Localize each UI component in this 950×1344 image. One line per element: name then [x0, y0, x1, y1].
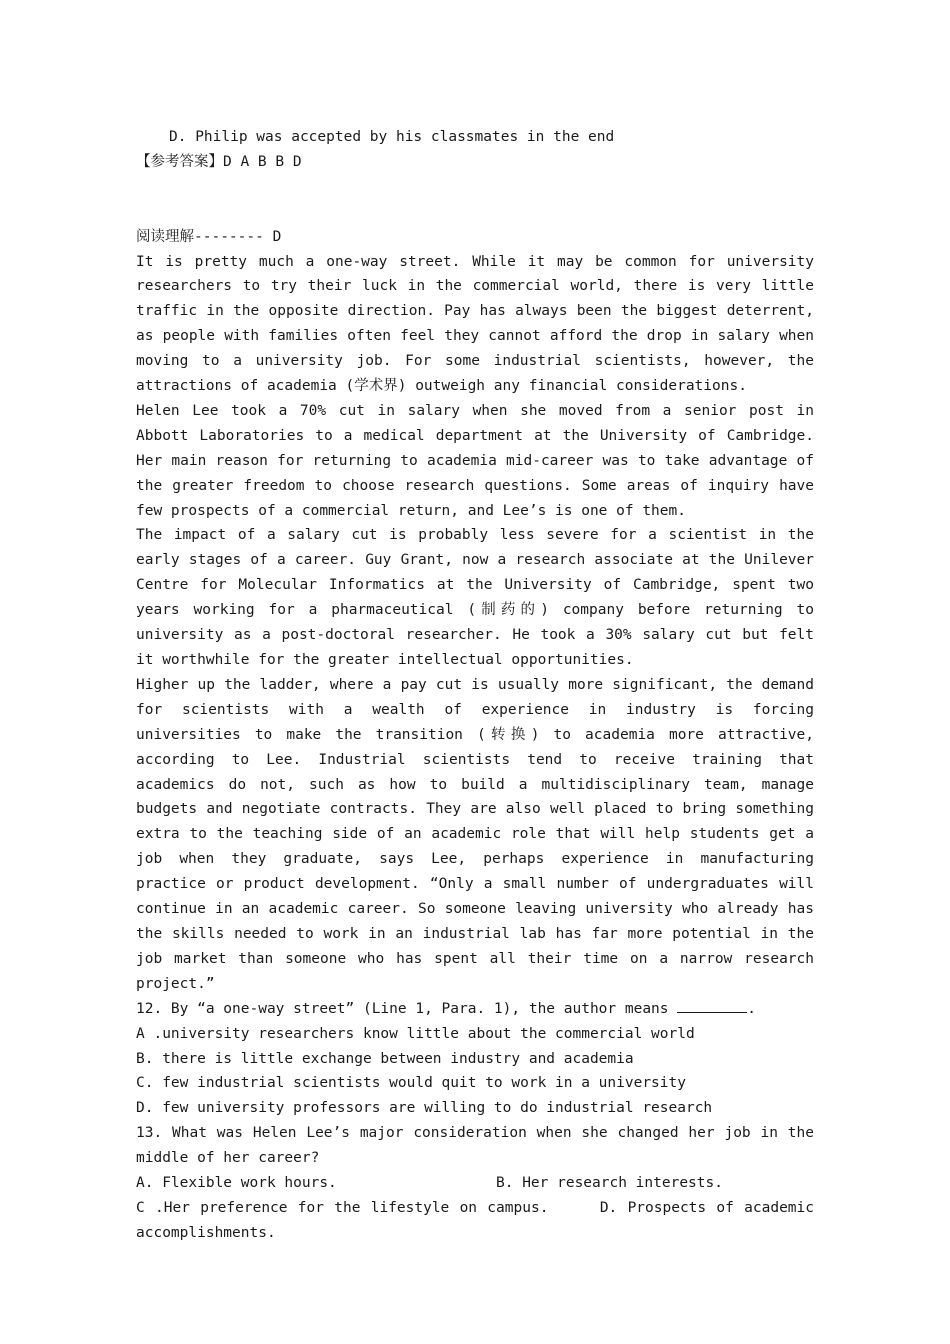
question-13-options-row-2 — [136, 1196, 814, 1246]
question-13-option-b: B. Her research interests. — [496, 1175, 723, 1192]
document-content — [136, 125, 814, 1246]
question-13-option-d: D. Prospects of academic accomplishments. — [136, 1199, 814, 1241]
question-13-options-row-1 — [136, 1171, 814, 1196]
question-12-stem — [136, 997, 814, 1022]
question-12-stem-end: . — [747, 1000, 756, 1017]
prev-question-option-d: D. Philip was accepted by his classmates in the end — [169, 129, 615, 145]
question-13-stem: 13. What was Helen Lee’s major consideration when she changed her job in the middle of her career? — [136, 1125, 814, 1167]
answer-key: 【参考答案】D A B B D — [136, 153, 302, 170]
passage-paragraph-3: The impact of a salary cut is probably less severe for a scientist in the early stages of a career. Guy Grant, now a research associate at the Unilever Centre for Molecular Informatics at the University of Cambridge, spent two years working for a pharmaceutical (制药的) company before returning to university as a post-doctoral researcher. He took a 30% salary cut but felt it worthwhile for the greater intellectual opportunities. — [136, 527, 814, 669]
question-12-option-c: C. few industrial scientists would quit to work in a university — [136, 1075, 686, 1092]
question-12-option-b: B. there is little exchange between industry and academia — [136, 1050, 634, 1067]
question-13-option-a: A. Flexible work hours. — [136, 1175, 337, 1192]
passage-paragraph-4: Higher up the ladder, where a pay cut is usually more significant, the demand for scientists with a wealth of experience in industry is forcing universities to make the transition (转换) to academia more attractive, according to Lee. Industrial scientists tend to receive training that academics do not, such as how to build a multidisciplinary team, manage budgets and negotiate contracts. They are also well placed to bring something extra to the teaching side of an academic role that will help students get a job when they graduate, says Lee, perhaps experience in manufacturing practice or product development. “Only a small number of undergraduates will continue in an academic career. So someone leaving university who already has the skills needed to work in an industrial lab has far more potential in the job market than someone who has spent all their time on a narrow research project.” — [136, 676, 814, 992]
spacer — [136, 175, 814, 225]
question-12-stem-text: 12. By “a one-way street” (Line 1, Para. 1), the author means — [136, 1000, 669, 1017]
question-12-option-a: A .university researchers know little about the commercial world — [136, 1025, 695, 1042]
passage-paragraph-1: It is pretty much a one-way street. While it may be common for university researchers to try their luck in the commercial world, there is very little traffic in the opposite direction. Pay has always been the biggest deterrent, as people with families often feel they cannot afford the drop in salary when moving to a university job. For some industrial scientists, however, the attractions of academia (学术界) outweigh any financial considerations. — [136, 253, 814, 395]
section-title: 阅读理解-------- D — [136, 228, 282, 245]
question-13-option-c: C .Her preference for the lifestyle on campus. — [136, 1199, 549, 1216]
passage-paragraph-2: Helen Lee took a 70% cut in salary when she moved from a senior post in Abbott Laboratories to a medical department at the University of Cambridge. Her main reason for returning to academia mid-career was to take advantage of the greater freedom to choose research questions. Some areas of inquiry have few prospects of a commercial return, and Lee’s is one of them. — [136, 402, 814, 519]
question-12-option-d: D. few university professors are willing to do industrial research — [136, 1100, 713, 1117]
answer-blank — [677, 997, 747, 1013]
